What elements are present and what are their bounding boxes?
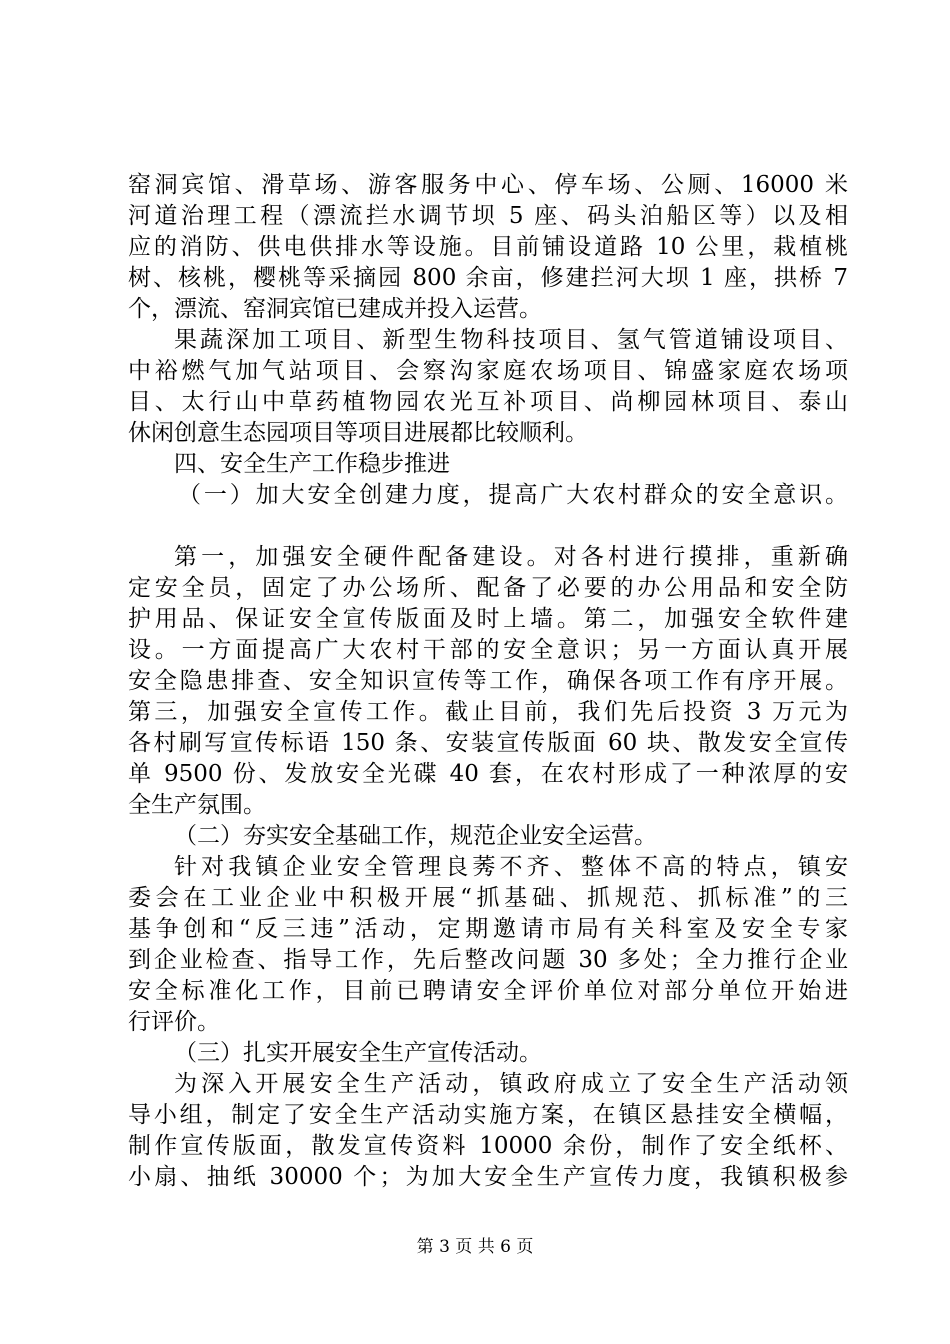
text-line: 安全隐患排查、安全知识宣传等工作，确保各项工作有序开展。: [128, 668, 848, 694]
text-line: 到企业检查、指导工作，先后整改问题 30 多处；全力推行企业: [128, 947, 848, 973]
text-line: 小扇、抽纸 30000 个；为加大安全生产宣传力度，我镇积极参: [128, 1164, 848, 1190]
document-body: [128, 170, 848, 1193]
text-line: 行评价。: [128, 1009, 220, 1035]
text-line: 个，漂流、窑洞宾馆已建成并投入运营。: [128, 296, 542, 322]
text-line: 果蔬深加工项目、新型生物科技项目、氢气管道铺设项目、: [174, 327, 848, 353]
text-line: 导小组，制定了安全生产活动实施方案，在镇区悬挂安全横幅，: [128, 1102, 848, 1128]
text-line: 河道治理工程（漂流拦水调节坝 5 座、码头泊船区等）以及相: [128, 203, 848, 229]
text-line: 各村刷写宣传标语 150 条、安装宣传版面 60 块、散发安全宣传: [128, 730, 848, 756]
text-line: 第一，加强安全硬件配备建设。对各村进行摸排，重新确: [174, 544, 848, 570]
text-line: 第三，加强安全宣传工作。截止目前，我们先后投资 3 万元为: [128, 699, 848, 725]
paragraph-gap: [128, 511, 848, 542]
text-line: 制作宣传版面，散发宣传资料 10000 余份，制作了安全纸杯、: [128, 1133, 848, 1159]
section-heading: 四、安全生产工作稳步推进: [174, 451, 450, 477]
text-line: 全生产氛围。: [128, 792, 266, 818]
text-line: 安全标准化工作，目前已聘请安全评价单位对部分单位开始进: [128, 978, 848, 1004]
text-line: 针对我镇企业安全管理良莠不齐、整体不高的特点，镇安: [174, 854, 848, 880]
text-line: 应的消防、供电供排水等设施。目前铺设道路 10 公里，栽植桃: [128, 234, 848, 260]
text-line: 定安全员，固定了办公场所、配备了必要的办公用品和安全防: [128, 575, 848, 601]
text-line: 基争创和“反三违”活动，定期邀请市局有关科室及安全专家: [128, 916, 848, 942]
text-line: 休闲创意生态园项目等项目进展都比较顺利。: [128, 420, 588, 446]
page-number-footer: 第 3 页 共 6 页: [416, 1237, 534, 1257]
text-line: 单 9500 份、发放安全光碟 40 套，在农村形成了一种浓厚的安: [128, 761, 848, 787]
text-line: 目、太行山中草药植物园农光互补项目、尚柳园林项目、泰山: [128, 389, 848, 415]
subsection-heading: （二）夯实安全基础工作，规范企业安全运营。: [174, 823, 657, 849]
subsection-heading: （三）扎实开展安全生产宣传活动。: [174, 1040, 542, 1066]
text-line: 树、核桃，樱桃等采摘园 800 余亩，修建拦河大坝 1 座，拱桥 7: [128, 265, 848, 291]
text-line: 护用品、保证安全宣传版面及时上墙。第二，加强安全软件建: [128, 606, 848, 632]
text-line: 窑洞宾馆、滑草场、游客服务中心、停车场、公厕、16000 米: [128, 172, 848, 198]
text-line: 中裕燃气加气站项目、会察沟家庭农场项目、锦盛家庭农场项: [128, 358, 848, 384]
text-line: 设。一方面提高广大农村干部的安全意识；另一方面认真开展: [128, 637, 848, 663]
subsection-heading: （一）加大安全创建力度，提高广大农村群众的安全意识。: [178, 482, 848, 508]
text-line: 为深入开展安全生产活动，镇政府成立了安全生产活动领: [174, 1071, 848, 1097]
text-line: 委会在工业企业中积极开展“抓基础、抓规范、抓标准”的三: [128, 885, 848, 911]
